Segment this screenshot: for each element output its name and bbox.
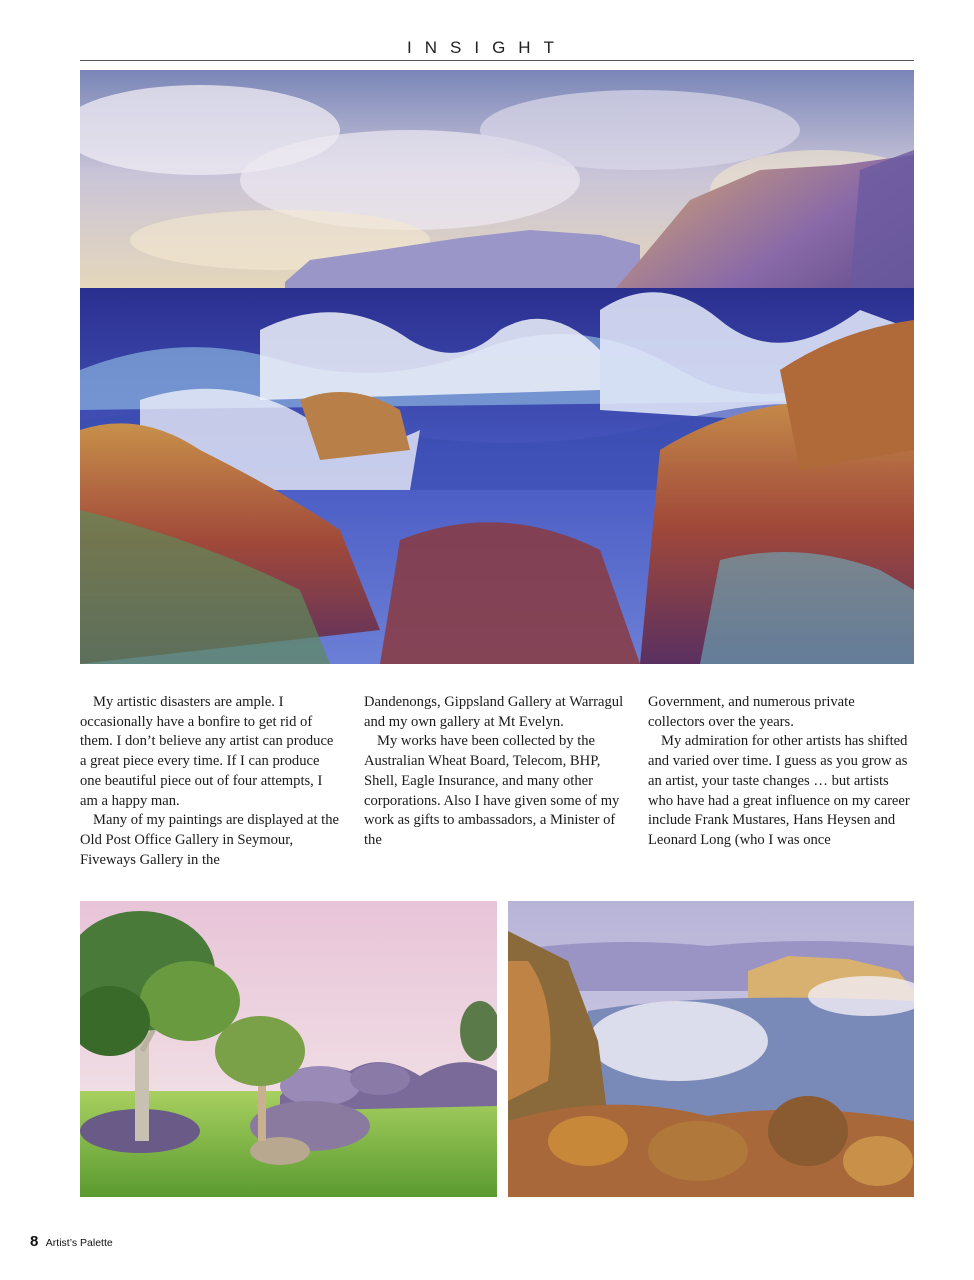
article-column-2: [364, 693, 626, 851]
page-number: 8: [30, 1233, 39, 1250]
header-rule: [80, 60, 914, 61]
paragraph: Dandenongs, Gippsland Gallery at Warragul and my own gallery at Mt Evelyn.: [364, 694, 624, 730]
seascape-painting: [80, 70, 914, 664]
paragraph: Government, and numerous private collectors over the years.: [648, 694, 855, 730]
paragraph: My artistic disasters are ample. I occasionally have a bonfire to get rid of them. I don’t believe any artist can produce a great piece every time. If I can produce one beautiful piece out of four attempts, I am a happy man.: [80, 694, 334, 809]
landscape-painting-valley: [508, 901, 914, 1197]
paragraph: My works have been collected by the Australian Wheat Board, Telecom, BHP, Shell, Eagle Insurance, and many other corporations. Also I have given some of my work as gifts to ambassadors, a Minister of the: [364, 733, 620, 848]
paragraph: My admiration for other artists has shifted and varied over time. I guess as you grow as an artist, your taste changes … but artists who have had a great influence on my career include Frank Mustares, Hans Heysen and Leonard Long (who I was once: [648, 733, 910, 848]
page-footer: [30, 1233, 113, 1251]
article-column-1: [80, 693, 342, 870]
publication-name: Artist’s Palette: [45, 1237, 113, 1249]
section-title: INSIGHT: [407, 38, 567, 57]
landscape-painting-boulders: [80, 901, 497, 1197]
article-body: [80, 693, 914, 873]
article-column-3: [648, 693, 910, 851]
paragraph: Many of my paintings are displayed at the Old Post Office Gallery in Seymour, Fiveways Gallery in the: [80, 812, 340, 868]
